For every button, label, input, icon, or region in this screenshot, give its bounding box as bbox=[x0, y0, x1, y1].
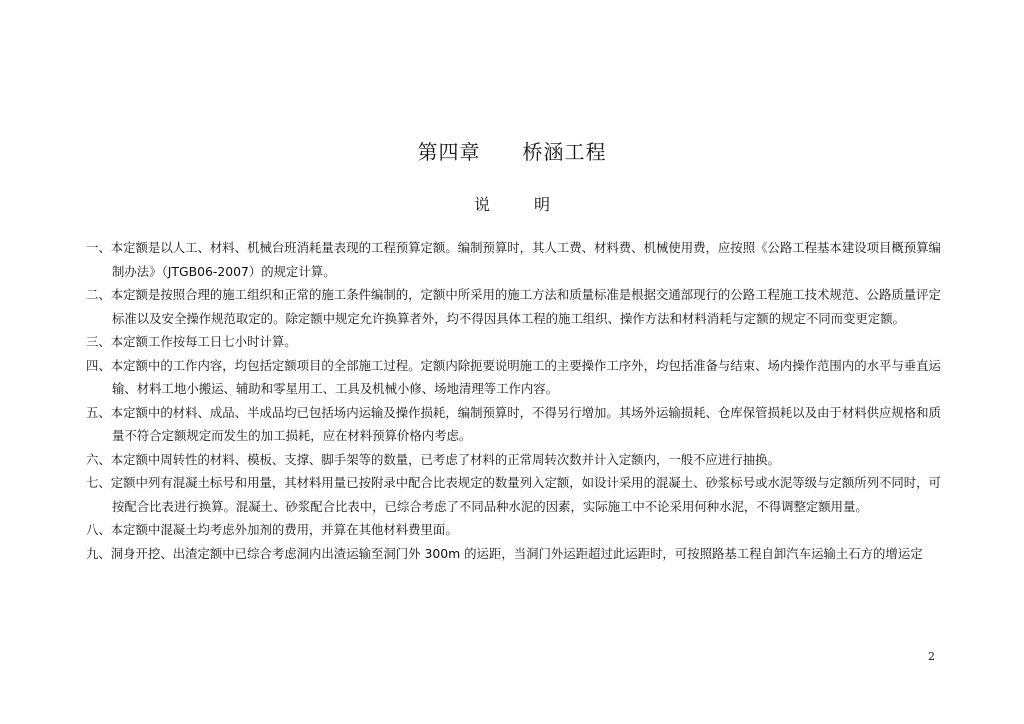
explanation-item-2: 二、本定额是按照合理的施工组织和正常的施工条件编制的，定额中所采用的施工方法和质量标准是根据交通部现行的公路工程施工技术规范、公路质量评定标准以及安全操作规范取定的。除定额中规定允许换算者外，均不得因具体工程的施工组织、操作方法和材料消耗与定额的规定不同而变更定额。 bbox=[86, 287, 941, 326]
page-number: 2 bbox=[928, 650, 935, 663]
explanation-item-6: 六、本定额中周转性的材料、模板、支撑、脚手架等的数量，已考虑了材料的正常周转次数并计入定额内，一般不应进行抽换。 bbox=[86, 451, 780, 467]
explanation-list bbox=[86, 236, 942, 565]
explanation-item-3: 三、本定额工作按每工日七小时计算。 bbox=[86, 334, 297, 349]
explanation-item-7: 七、定额中列有混凝土标号和用量，其材料用量已按附录中配合比表规定的数量列入定额，如设计采用的混凝土、砂浆标号或水泥等级与定额所列不同时，可按配合比表进行换算。混凝土、砂浆配合比表中，已综合考虑了不同品种水泥的因素，实际施工中不论采用何种水泥，不得调整定额用量。 bbox=[86, 475, 941, 514]
chapter-name: 桥涵工程 bbox=[522, 140, 607, 164]
explanation-item-9: 九、洞身开挖、出渣定额中已综合考虑洞内出渣运输至洞门外 300m 的运距，当洞门外运距超过此运距时，可按照路基工程自卸汽车运输土石方的增运定 bbox=[86, 545, 923, 561]
explanation-item-4: 四、本定额中的工作内容，均包括定额项目的全部施工过程。定额内除扼要说明施工的主要操作工序外，均包括准备与结束、场内操作范围内的水平与垂直运输、材料工地小搬运、辅助和零星用工、工具及机械小修、场地清理等工作内容。 bbox=[86, 357, 941, 396]
section-title-char-2: 明 bbox=[534, 195, 551, 214]
explanation-item-1: 一、本定额是以人工、材料、机械台班消耗量表现的工程预算定额。编制预算时，其人工费、材料费、机械使用费，应按照《公路工程基本建设项目概预算编制办法》（JTGB06-2007）的规定计算。 bbox=[86, 240, 941, 279]
chapter-title bbox=[0, 136, 1024, 165]
section-title bbox=[0, 192, 1024, 215]
chapter-number: 第四章 bbox=[417, 140, 481, 164]
explanation-item-8: 八、本定额中混凝土均考虑外加剂的费用，并算在其他材料费里面。 bbox=[86, 522, 458, 537]
explanation-item-5: 五、本定额中的材料、成品、半成品均已包括场内运输及操作损耗，编制预算时，不得另行增加。其场外运输损耗、仓库保管损耗以及由于材料供应规格和质量不符合定额规定而发生的加工损耗，应在材料预算价格内考虑。 bbox=[86, 404, 941, 443]
section-title-char-1: 说 bbox=[473, 195, 490, 214]
